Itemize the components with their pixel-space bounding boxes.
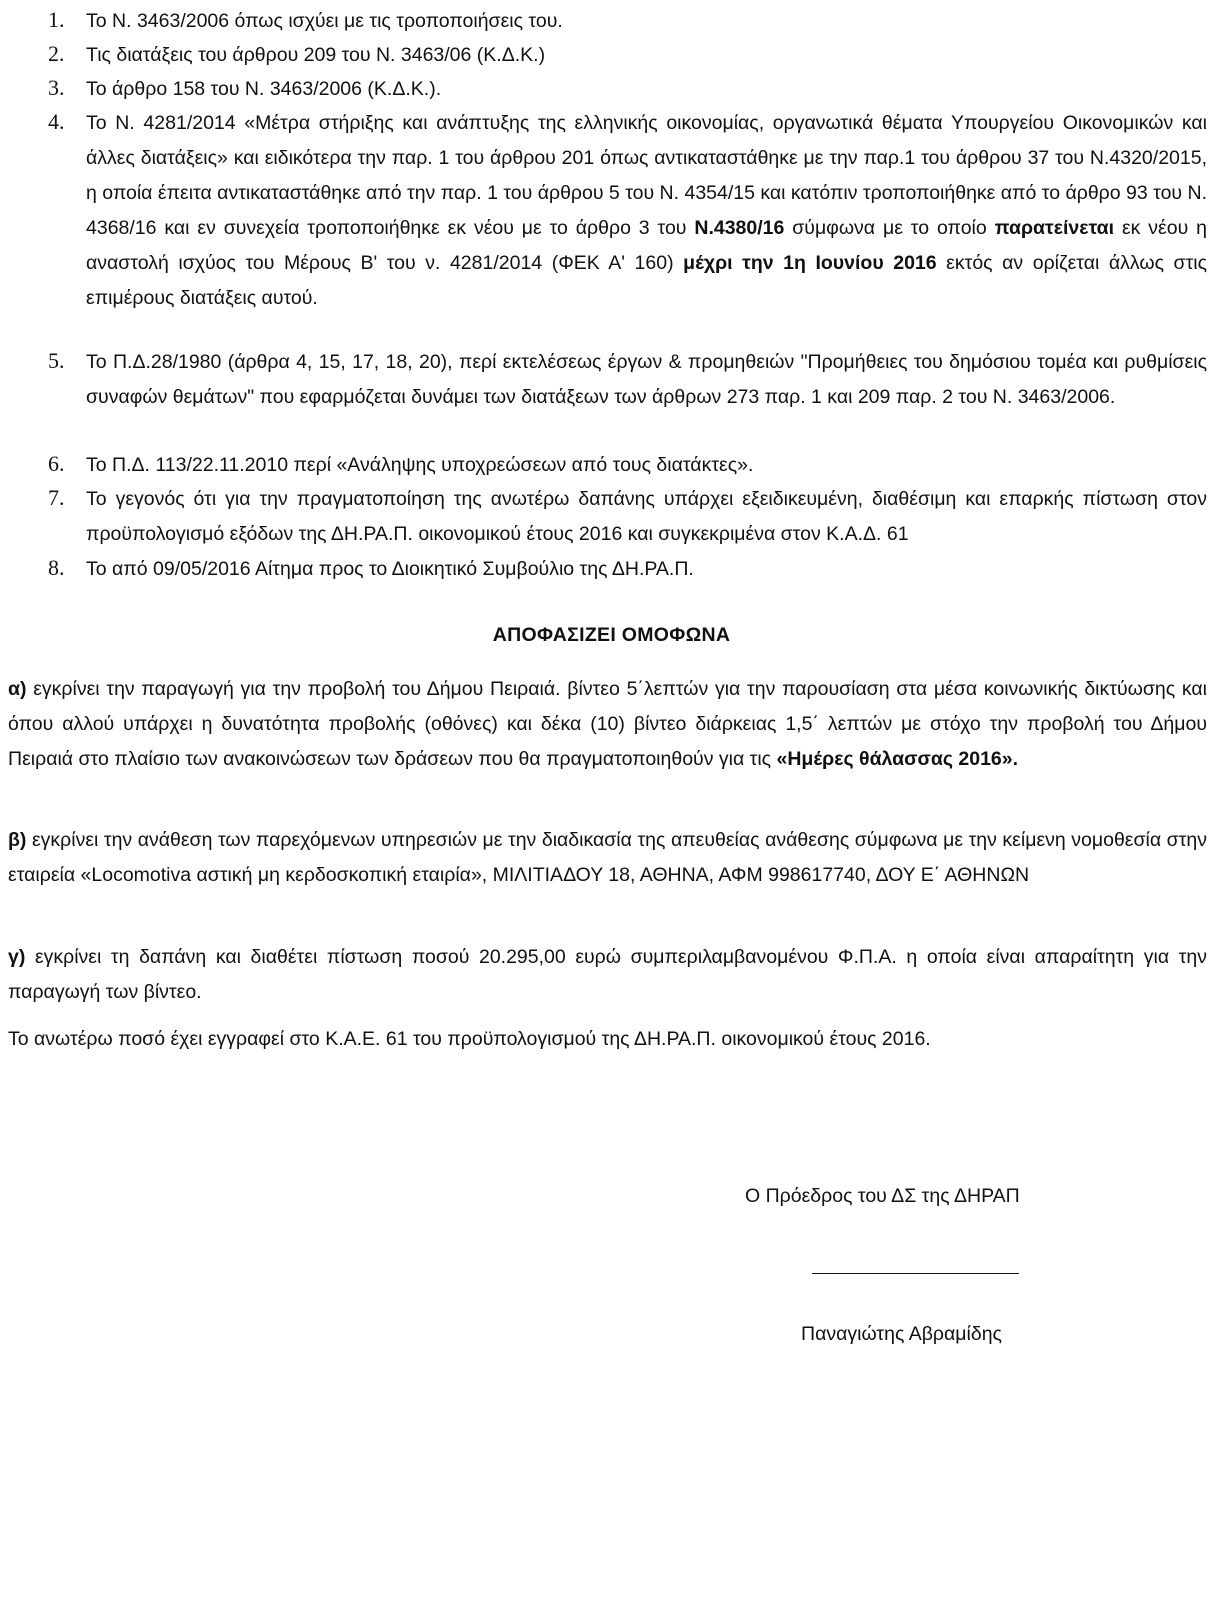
decision-label: α)	[8, 678, 27, 700]
signature-line	[812, 1273, 1019, 1274]
closing-statement: Το ανωτέρω ποσό έχει εγγραφεί στο Κ.Α.Ε. 61 του προϋπολογισμού της ΔΗ.ΡΑ.Π. οικονομικού έτους 2016.	[8, 1028, 931, 1050]
list-text: Το από 09/05/2016 Αίτημα προς το Διοικητικό Συμβούλιο της ΔΗ.ΡΑ.Π.	[86, 558, 694, 580]
list-number: 1.	[48, 7, 65, 32]
law-reference-bold: Ν.4380/16	[694, 217, 785, 239]
list-number: 4.	[48, 109, 65, 134]
list-text: Τις διατάξεις του άρθρου 209 του Ν. 3463/06 (Κ.Δ.Κ.)	[86, 44, 546, 66]
decision-c: γ) εγκρίνει τη δαπάνη και διαθέτει πίστωση ποσού 20.295,00 ευρώ συμπεριλαμβανομένου Φ.Π.Α. η οποία είναι απαραίτητη για την παραγωγή των βίντεο.	[8, 946, 1207, 1003]
decision-label: β)	[8, 829, 27, 851]
list-number: 3.	[48, 75, 65, 100]
list-text: Το Ν. 4281/2014 «Μέτρα στήριξης και ανάπτυξης της ελληνικής οικονομίας, οργανωτικά θέματα Υπουργείου Οικονομικών και άλλες διατάξεις» και ειδικότερα την παρ. 1 του άρθρου 201 όπως αντικαταστάθηκε με την παρ.1 του άρθρου 37 του Ν.4320/2015, η οποία έπειτα αντικαταστάθηκε από την παρ. 1 του άρθρου 5 του Ν. 4354/15 και κατόπιν τροποποιήθηκε από το άρθρο 93 του Ν. 4368/16 και εν συνεχεία τροποποιήθηκε εκ νέου με το άρθρο 3 του Ν.4380/16 σύμφωνα με το οποίο παρατείνεται εκ νέου η αναστολή ισχύος του Μέρους Β' του ν. 4281/2014 (ΦΕΚ Α' 160) μέχρι την 1η Ιουνίου 2016 εκτός αν ορίζεται άλλως στις επιμέρους διατάξεις αυτού.	[86, 112, 1208, 309]
list-text: Το Ν. 3463/2006 όπως ισχύει με τις τροποποιήσεις του.	[86, 10, 563, 32]
list-number: 8.	[48, 555, 65, 580]
list-text: Το άρθρο 158 του Ν. 3463/2006 (Κ.Δ.Κ.).	[86, 78, 442, 100]
decision-heading: ΑΠΟΦΑΣΙΖΕΙ ΟΜΟΦΩΝΑ	[492, 624, 731, 646]
list-number: 6.	[48, 451, 65, 476]
list-text: Το γεγονός ότι για την πραγματοποίηση της ανωτέρω δαπάνης υπάρχει εξειδικευμένη, διαθέσιμη και επαρκής πίστωση στον προϋπολογισμό εξόδων της ΔΗ.ΡΑ.Π. οικονομικού έτους 2016 και συγκεκριμένα στον Κ.Α.Δ. 61	[86, 488, 1207, 545]
list-number: 5.	[48, 348, 65, 373]
extension-bold: παρατείνεται	[994, 217, 1115, 239]
list-text: Το Π.Δ.28/1980 (άρθρα 4, 15, 17, 18, 20), περί εκτελέσεως έργων & προμηθειών "Προμήθειες του δημόσιου τομέα και ρυθμίσεις συναφών θεμάτων" που εφαρμόζεται δυνάμει των διατάξεων των άρθρων 273 παρ. 1 και 209 παρ. 2 του Ν. 3463/2006.	[86, 351, 1207, 408]
signatory-name: Παναγιώτης Αβραμίδης	[801, 1323, 1002, 1345]
deadline-bold: μέχρι την 1η Ιουνίου 2016	[683, 252, 937, 274]
decision-b: β) εγκρίνει την ανάθεση των παρεχόμενων υπηρεσιών με την διαδικασία της απευθείας ανάθεσης σύμφωνα με την κείμενη νομοθεσία στην εταιρεία «Locomotiva αστική μη κερδοσκοπική εταιρία», ΜΙΛΙΤΙΑΔΟΥ 18, ΑΘΗΝΑ, ΑΦΜ 998617740, ΔΟΥ Ε΄ ΑΘΗΝΩΝ	[8, 829, 1207, 886]
signatory-title: Ο Πρόεδρος του ΔΣ της ΔΗΡΑΠ	[745, 1185, 1020, 1207]
list-number: 7.	[48, 485, 65, 510]
event-name-bold: «Ημέρες θάλασσας 2016».	[776, 748, 1019, 770]
list-text: Το Π.Δ. 113/22.11.2010 περί «Ανάληψης υποχρεώσεων από τους διατάκτες».	[86, 454, 754, 476]
decision-a: α) εγκρίνει την παραγωγή για την προβολή του Δήμου Πειραιά. βίντεο 5΄λεπτών για την παρουσίαση στα μέσα κοινωνικής δικτύωσης και όπου αλλού υπάρχει η δυνατότητα προβολής (οθόνες) και δέκα (10) βίντεο διάρκειας 1,5΄ λεπτών με στόχο την προβολή του Δήμου Πειραιά στο πλαίσιο των ανακοινώσεων των δράσεων που θα πραγματοποιηθούν για τις «Ημέρες θάλασσας 2016».	[8, 678, 1207, 770]
list-number: 2.	[48, 41, 65, 66]
decision-label: γ)	[8, 946, 26, 968]
